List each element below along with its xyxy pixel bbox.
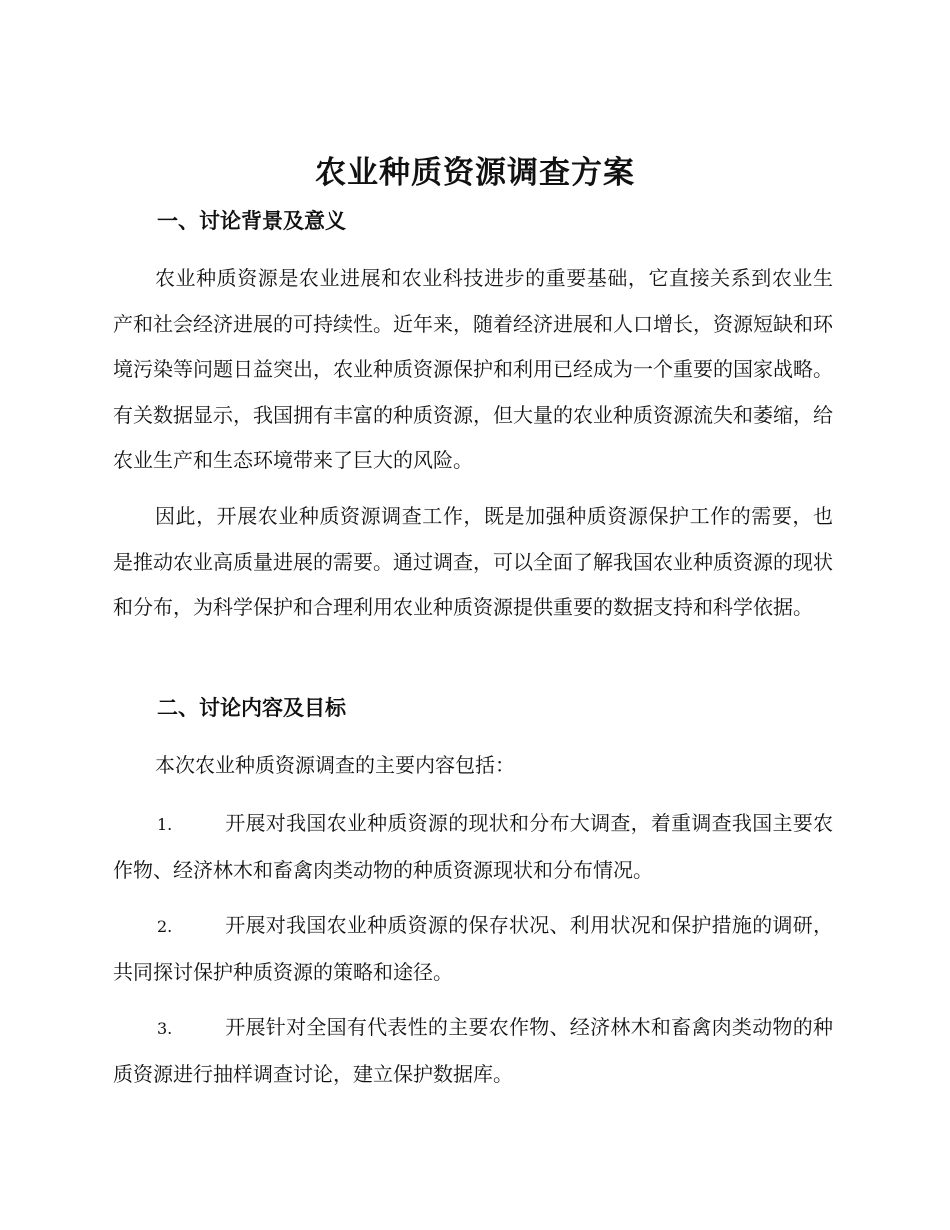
document-title: 农业种质资源调查方案: [315, 155, 635, 191]
list-item: [113, 903, 833, 995]
paragraph-content-intro: 本次农业种质资源调查的主要内容包括：: [155, 753, 515, 777]
list-item: [113, 1005, 833, 1097]
list-item-text: 开展针对全国有代表性的主要农作物、经济林木和畜禽肉类动物的种质资源进行抽样调查讨论，建立保护数据库。: [113, 1015, 833, 1086]
list-item: [113, 801, 833, 893]
list-item-number: 2.: [157, 917, 173, 936]
list-item-number: 3.: [157, 1019, 173, 1038]
list-item-text: 开展对我国农业种质资源的现状和分布大调查，着重调查我国主要农作物、经济林木和畜禽肉类动物的种质资源现状和分布情况。: [113, 811, 833, 882]
paragraph-background-2: 因此，开展农业种质资源调查工作，既是加强种质资源保护工作的需要，也是推动农业高质量进展的需要。通过调查，可以全面了解我国农业种质资源的现状和分布，为科学保护和合理利用农业种质资源提供重要的数据支持和科学依据。: [113, 504, 833, 619]
section-heading-background: 一、讨论背景及意义: [157, 209, 346, 233]
list-item-text: 开展对我国农业种质资源的保存状况、利用状况和保护措施的调研，共同探讨保护种质资源的策略和途径。: [113, 913, 833, 984]
paragraph-background-1: 农业种质资源是农业进展和农业科技进步的重要基础，它直接关系到农业生产和社会经济进展的可持续性。近年来，随着经济进展和人口增长，资源短缺和环境污染等问题日益突出，农业种质资源保护和利用已经成为一个重要的国家战略。有关数据显示，我国拥有丰富的种质资源，但大量的农业种质资源流失和萎缩，给农业生产和生态环境带来了巨大的风险。: [113, 266, 833, 472]
section-heading-content: 二、讨论内容及目标: [157, 696, 346, 720]
list-item-number: 1.: [157, 815, 173, 834]
